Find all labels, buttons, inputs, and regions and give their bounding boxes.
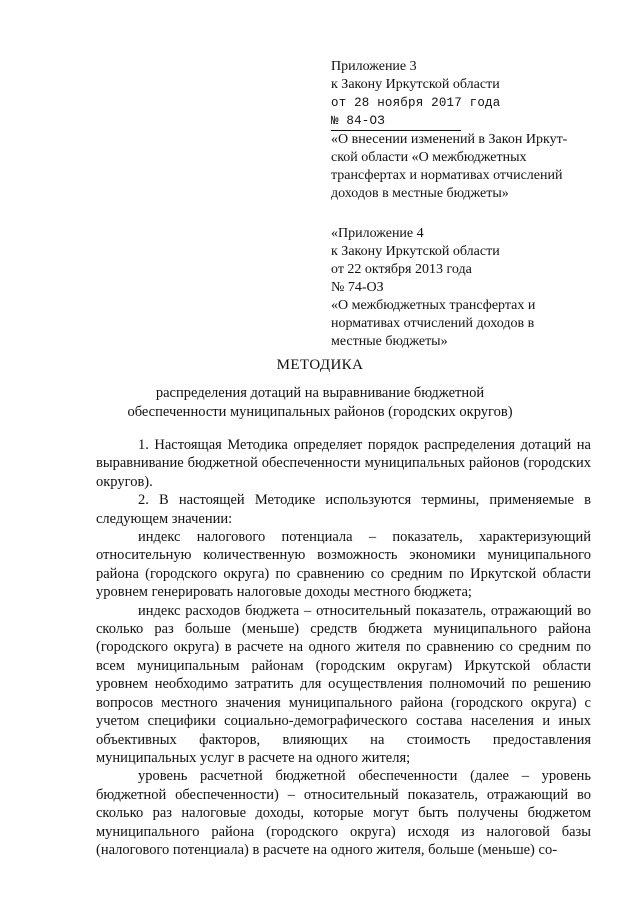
annex-number: «Приложение 4	[331, 226, 424, 241]
subtitle-line: обеспеченности муниципальных районов (городских округов)	[127, 404, 513, 420]
annex-title-line: нормативах отчислений доходов в	[331, 316, 535, 331]
document-body	[96, 436, 591, 859]
annex-law-ref: к Закону Иркутской области	[331, 77, 500, 92]
annex-law-number-row	[331, 112, 601, 131]
document-subtitle	[0, 384, 640, 422]
annex-title-line: ской области «О межбюджетных	[331, 150, 527, 165]
paragraph: уровень расчетной бюджетной обеспеченности (далее – уровень бюджетной обеспеченности) – относительный показатель, отражающий во сколько раз налоговые доходы, которые могут быть получены бюджетом муниципального района (городского округа) исходя из налоговой базы (налогового потенциала) в расчете на одного жителя, больше (меньше) со-	[96, 768, 591, 858]
annex-3-header	[331, 58, 601, 203]
paragraph: 1. Настоящая Методика определяет порядок распределения дотаций на выравнивание бюджетной обеспеченности муниципальных районов (городских округов).	[96, 437, 591, 490]
annex-law-ref: к Закону Иркутской области	[331, 244, 500, 259]
annex-law-number: № 74-ОЗ	[331, 280, 384, 295]
annex-title-line: «О межбюджетных трансфертах и	[331, 298, 536, 313]
annex-title-line: «О внесении изменений в Закон Иркут-	[331, 132, 568, 147]
annex-law-number: № 84-ОЗ	[331, 114, 385, 128]
annex-date: от 28 ноября 2017 года	[331, 96, 501, 110]
annex-title-line: доходов в местные бюджеты»	[331, 186, 509, 201]
annex-date: от 22 октября 2013 года	[331, 262, 472, 277]
annex-number: Приложение 3	[331, 59, 417, 74]
paragraph: 2. В настоящей Методике используются термины, применяемые в следующем значении:	[96, 492, 591, 527]
document-title: МЕТОДИКА	[276, 357, 364, 373]
annex-title-line: трансфертах и нормативах отчислений	[331, 168, 563, 183]
paragraph: индекс налогового потенциала – показатель, характеризующий относительную количественную возможность экономики муниципального района (городского округа) по сравнению со средним по Иркутской области уровнем генерировать налоговые доходы местного бюджета;	[96, 529, 591, 601]
annex-title-line: местные бюджеты»	[331, 334, 448, 349]
annex-4-header	[331, 225, 601, 351]
paragraph: индекс расходов бюджета – относительный показатель, отражающий во сколько раз больше (меньше) средств бюджета муниципального района (городского округа) в расчете на одного жителя по сравнению со средним по всем муниципальным районам (городским округам) Иркутской области уровнем необходимо затратить для осуществления полномочий по решению вопросов местного значения муниципального района (городского округа) с учетом специфики социально-демографического состава населения и иных объективных факторов, влияющих на стоимость предоставления муниципальных услуг в расчете на одного жителя;	[96, 602, 591, 766]
subtitle-line: распределения дотаций на выравнивание бюджетной	[155, 385, 485, 401]
